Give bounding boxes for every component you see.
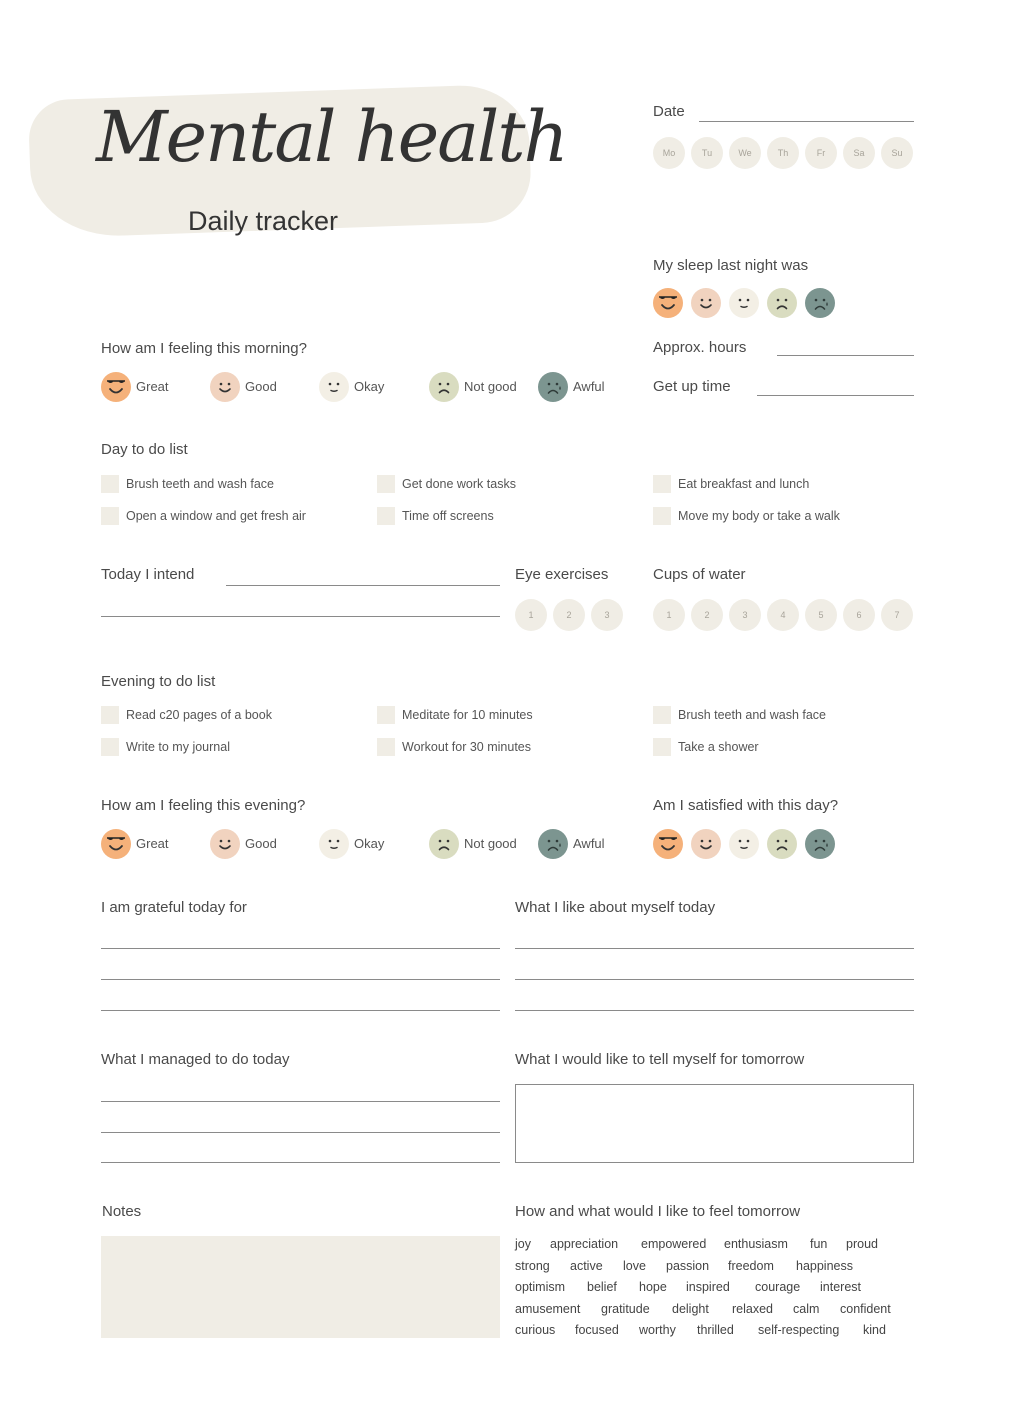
evening-todo-label: Evening to do list bbox=[101, 673, 216, 690]
getup-line[interactable] bbox=[757, 395, 914, 396]
feeling-word[interactable]: optimism bbox=[515, 1280, 566, 1294]
morning-great-face-icon[interactable] bbox=[101, 372, 131, 402]
managed-line-2[interactable] bbox=[101, 1132, 500, 1133]
feeling-word[interactable]: freedom bbox=[728, 1258, 774, 1273]
sleep-good-face-icon[interactable] bbox=[691, 288, 721, 318]
evening-todo-checkbox[interactable] bbox=[653, 706, 671, 724]
managed-line-1[interactable] bbox=[101, 1101, 500, 1102]
hours-label: Approx. hours bbox=[653, 339, 747, 356]
like-myself-line-3[interactable] bbox=[515, 1010, 914, 1011]
day-todo-checkbox[interactable] bbox=[377, 507, 395, 525]
sleep-okay-face-icon[interactable] bbox=[729, 288, 759, 318]
evening-mood-label: Great bbox=[136, 836, 169, 851]
evening-mood-label: Okay bbox=[354, 836, 385, 851]
water-2-button[interactable]: 2 bbox=[691, 599, 723, 631]
sleep-awful-face-icon[interactable] bbox=[805, 288, 835, 318]
grateful-line-2[interactable] bbox=[101, 979, 500, 980]
like-myself-line-1[interactable] bbox=[515, 948, 914, 949]
day-fr-button[interactable]: Fr bbox=[805, 137, 837, 169]
tell-myself-label: What I would like to tell myself for tomorrow bbox=[515, 1051, 805, 1068]
page-subtitle: Daily tracker bbox=[188, 206, 339, 236]
feeling-word[interactable]: enthusiasm bbox=[724, 1237, 788, 1251]
sleep-label: My sleep last night was bbox=[653, 257, 809, 274]
water-1-button[interactable]: 1 bbox=[653, 599, 685, 631]
evening-awful-face-icon[interactable] bbox=[538, 829, 568, 859]
page-title: Mental health bbox=[96, 96, 567, 178]
eye-label: Eye exercises bbox=[515, 566, 609, 583]
day-todo-checkbox[interactable] bbox=[653, 507, 671, 525]
feeling-word[interactable]: self-respecting bbox=[758, 1323, 840, 1337]
evening-good-face-icon[interactable] bbox=[210, 829, 240, 859]
intend-label: Today I intend bbox=[101, 566, 195, 583]
evening-todo-item-label: Meditate for 10 minutes bbox=[402, 708, 533, 722]
day-todo-label: Day to do list bbox=[101, 441, 188, 458]
sleep-not-good-face-icon[interactable] bbox=[767, 288, 797, 318]
day-todo-item-label: Eat breakfast and lunch bbox=[678, 477, 810, 491]
feeling-word[interactable]: happiness bbox=[796, 1258, 853, 1273]
feeling-word[interactable]: empowered bbox=[641, 1237, 707, 1251]
date-line[interactable] bbox=[699, 121, 914, 122]
evening-todo-checkbox[interactable] bbox=[377, 706, 395, 724]
water-5-button[interactable]: 5 bbox=[805, 599, 837, 631]
feeling-word[interactable]: kind bbox=[863, 1323, 886, 1337]
morning-okay-face-icon[interactable] bbox=[319, 372, 349, 402]
day-su-button[interactable]: Su bbox=[881, 137, 913, 169]
morning-mood-label: Good bbox=[245, 379, 277, 394]
day-we-button[interactable]: We bbox=[729, 137, 761, 169]
evening-mood-label: Not good bbox=[464, 836, 517, 851]
feeling-word[interactable]: worthy bbox=[639, 1323, 676, 1337]
satisfied-great-face-icon[interactable] bbox=[653, 829, 683, 859]
feeling-word[interactable]: joy bbox=[515, 1237, 531, 1251]
morning-label: How am I feeling this morning? bbox=[101, 340, 307, 357]
satisfied-okay-face-icon[interactable] bbox=[729, 829, 759, 859]
water-7-button[interactable]: 7 bbox=[881, 599, 913, 631]
tell-myself-box[interactable] bbox=[515, 1084, 914, 1163]
day-todo-item-label: Time off screens bbox=[402, 509, 494, 523]
evening-todo-checkbox[interactable] bbox=[653, 738, 671, 756]
feeling-word[interactable]: amusement bbox=[515, 1301, 581, 1316]
morning-mood-label: Awful bbox=[573, 379, 605, 394]
intend-line-1[interactable] bbox=[226, 585, 500, 586]
date-label: Date bbox=[653, 103, 685, 120]
water-6-button[interactable]: 6 bbox=[843, 599, 875, 631]
feeling-word[interactable]: confident bbox=[840, 1301, 891, 1316]
managed-line-3[interactable] bbox=[101, 1162, 500, 1163]
like-myself-line-2[interactable] bbox=[515, 979, 914, 980]
feeling-word[interactable]: delight bbox=[672, 1301, 709, 1316]
evening-todo-item-label: Read c20 pages of a book bbox=[126, 708, 272, 722]
feeling-word[interactable]: inspired bbox=[686, 1280, 730, 1294]
morning-mood-label: Not good bbox=[464, 379, 517, 394]
notes-label: Notes bbox=[102, 1203, 142, 1220]
satisfied-not-good-face-icon[interactable] bbox=[767, 829, 797, 859]
evening-todo-item-label: Workout for 30 minutes bbox=[402, 740, 531, 754]
day-todo-item-label: Get done work tasks bbox=[402, 477, 516, 491]
morning-mood-label: Great bbox=[136, 379, 169, 394]
feeling-word[interactable]: passion bbox=[666, 1258, 710, 1273]
day-sa-button[interactable]: Sa bbox=[843, 137, 875, 169]
feeling-word[interactable]: gratitude bbox=[601, 1301, 650, 1316]
feeling-word[interactable]: active bbox=[570, 1258, 603, 1273]
sleep-great-face-icon[interactable] bbox=[653, 288, 683, 318]
evening-todo-item-label: Brush teeth and wash face bbox=[678, 708, 827, 722]
feel-tomorrow-label: How and what would I like to feel tomorrow bbox=[515, 1203, 801, 1220]
evening-todo-checkbox[interactable] bbox=[377, 738, 395, 756]
water-4-button[interactable]: 4 bbox=[767, 599, 799, 631]
day-todo-item-label: Move my body or take a walk bbox=[678, 509, 840, 523]
morning-mood-label: Okay bbox=[354, 379, 385, 394]
evening-great-face-icon[interactable] bbox=[101, 829, 131, 859]
morning-good-face-icon[interactable] bbox=[210, 372, 240, 402]
feeling-word[interactable]: relaxed bbox=[732, 1301, 773, 1316]
grateful-line-1[interactable] bbox=[101, 948, 500, 949]
evening-not-good-face-icon[interactable] bbox=[429, 829, 459, 859]
eye-2-button[interactable]: 2 bbox=[553, 599, 585, 631]
notes-area[interactable] bbox=[101, 1236, 500, 1338]
water-label: Cups of water bbox=[653, 566, 746, 583]
day-todo-item-label: Open a window and get fresh air bbox=[126, 509, 306, 523]
day-th-button[interactable]: Th bbox=[767, 137, 799, 169]
eye-1-button[interactable]: 1 bbox=[515, 599, 547, 631]
feeling-word[interactable]: fun bbox=[810, 1237, 828, 1251]
water-3-button[interactable]: 3 bbox=[729, 599, 761, 631]
evening-todo-checkbox[interactable] bbox=[101, 738, 119, 756]
feeling-word[interactable]: curious bbox=[515, 1323, 556, 1337]
eye-3-button[interactable]: 3 bbox=[591, 599, 623, 631]
satisfied-awful-face-icon[interactable] bbox=[805, 829, 835, 859]
evening-mood-label: Awful bbox=[573, 836, 605, 851]
grateful-label: I am grateful today for bbox=[101, 899, 247, 916]
feeling-word[interactable]: thrilled bbox=[697, 1323, 734, 1337]
day-todo-checkbox[interactable] bbox=[377, 475, 395, 493]
evening-label: How am I feeling this evening? bbox=[101, 797, 306, 814]
feeling-word[interactable]: proud bbox=[846, 1237, 878, 1251]
managed-label: What I managed to do today bbox=[101, 1051, 290, 1068]
grateful-line-3[interactable] bbox=[101, 1010, 500, 1011]
satisfied-label: Am I satisfied with this day? bbox=[653, 797, 839, 814]
feeling-word[interactable]: interest bbox=[820, 1280, 861, 1294]
day-todo-item-label: Brush teeth and wash face bbox=[126, 477, 275, 491]
getup-label: Get up time bbox=[653, 378, 731, 395]
day-todo-checkbox[interactable] bbox=[653, 475, 671, 493]
day-mo-button[interactable]: Mo bbox=[653, 137, 685, 169]
feeling-word[interactable]: love bbox=[623, 1258, 646, 1273]
feeling-word[interactable]: hope bbox=[639, 1280, 667, 1294]
feeling-word[interactable]: belief bbox=[587, 1280, 617, 1294]
day-tu-button[interactable]: Tu bbox=[691, 137, 723, 169]
feeling-word[interactable]: focused bbox=[575, 1323, 619, 1337]
evening-todo-item-label: Write to my journal bbox=[126, 740, 230, 754]
feeling-word[interactable]: appreciation bbox=[550, 1237, 619, 1251]
feeling-word[interactable]: calm bbox=[793, 1301, 820, 1316]
evening-okay-face-icon[interactable] bbox=[319, 829, 349, 859]
feeling-word[interactable]: strong bbox=[515, 1258, 550, 1273]
day-todo-checkbox[interactable] bbox=[101, 507, 119, 525]
like-myself-label: What I like about myself today bbox=[515, 899, 716, 916]
intend-line-2[interactable] bbox=[101, 616, 500, 617]
morning-awful-face-icon[interactable] bbox=[538, 372, 568, 402]
hours-line[interactable] bbox=[777, 355, 914, 356]
evening-todo-checkbox[interactable] bbox=[101, 706, 119, 724]
day-todo-checkbox[interactable] bbox=[101, 475, 119, 493]
evening-todo-item-label: Take a shower bbox=[678, 740, 759, 754]
feeling-word[interactable]: courage bbox=[755, 1280, 801, 1294]
satisfied-good-face-icon[interactable] bbox=[691, 829, 721, 859]
morning-not-good-face-icon[interactable] bbox=[429, 372, 459, 402]
evening-mood-label: Good bbox=[245, 836, 277, 851]
